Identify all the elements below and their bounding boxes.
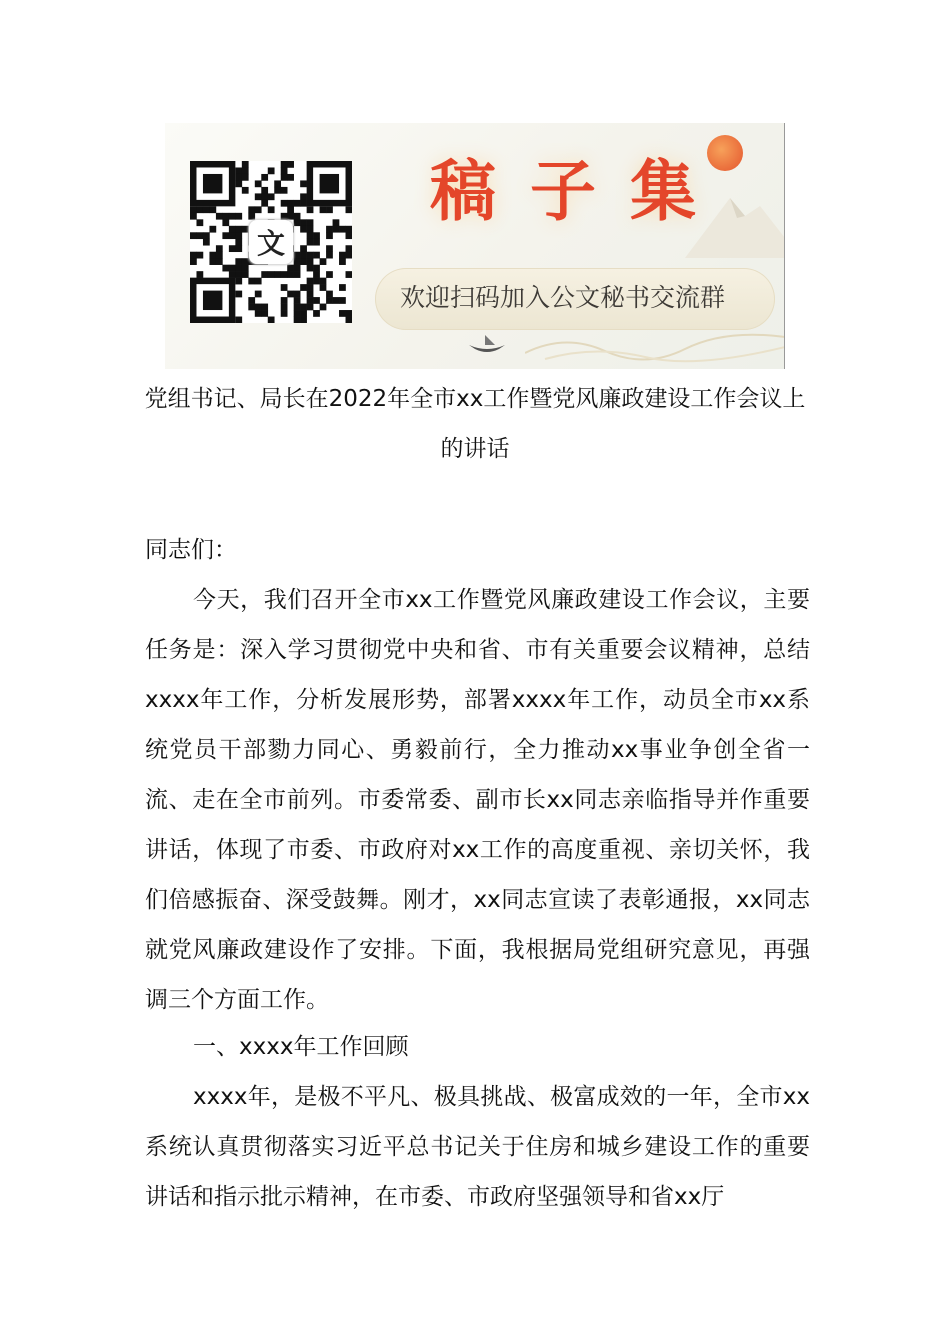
document-title: 党组书记、局长在2022年全市xx工作暨党风廉政建设工作会议上的讲话 — [144, 386, 806, 462]
boat-icon — [467, 333, 507, 355]
promo-banner — [165, 123, 785, 369]
paragraph: xxxx年，是极不平凡、极具挑战、极富成效的一年，全市xx系统认真贯彻落实习近平总书记关于住房和城乡建设工作的重要讲话和指示批示精神，在市委、市政府坚强领导和省xx厅 — [145, 1084, 810, 1210]
section-heading: 一、xxxx年工作回顾 — [193, 1034, 409, 1060]
wave-decoration — [525, 323, 785, 363]
qr-center-badge: 文 — [251, 222, 291, 262]
paragraph: 今天，我们召开全市xx工作暨党风廉政建设工作会议，主要任务是：深入学习贯彻党中央和省、市有关重要会议精神，总结xxxx年工作，分析发展形势，部署xxxx年工作，动员全市xx系统党员干部勠力同心、勇毅前行，全力推动xx事业争创全省一流、走在全市前列。市委常委、副市长xx同志亲临指导并作重要讲话，体现了市委、市政府对xx工作的高度重视、亲切关怀，我们倍感振奋、深受鼓舞。刚才，xx同志宣读了表彰通报，xx同志就党风廉政建设作了安排。下面，我根据局党组研究意见，再强调三个方面工作。 — [145, 587, 810, 1013]
banner-subtitle: 欢迎扫码加入公文秘书交流群 — [400, 283, 726, 312]
qr-code[interactable] — [190, 161, 352, 323]
brand-title: 稿子集 — [430, 152, 730, 230]
salutation: 同志们： — [145, 537, 237, 563]
